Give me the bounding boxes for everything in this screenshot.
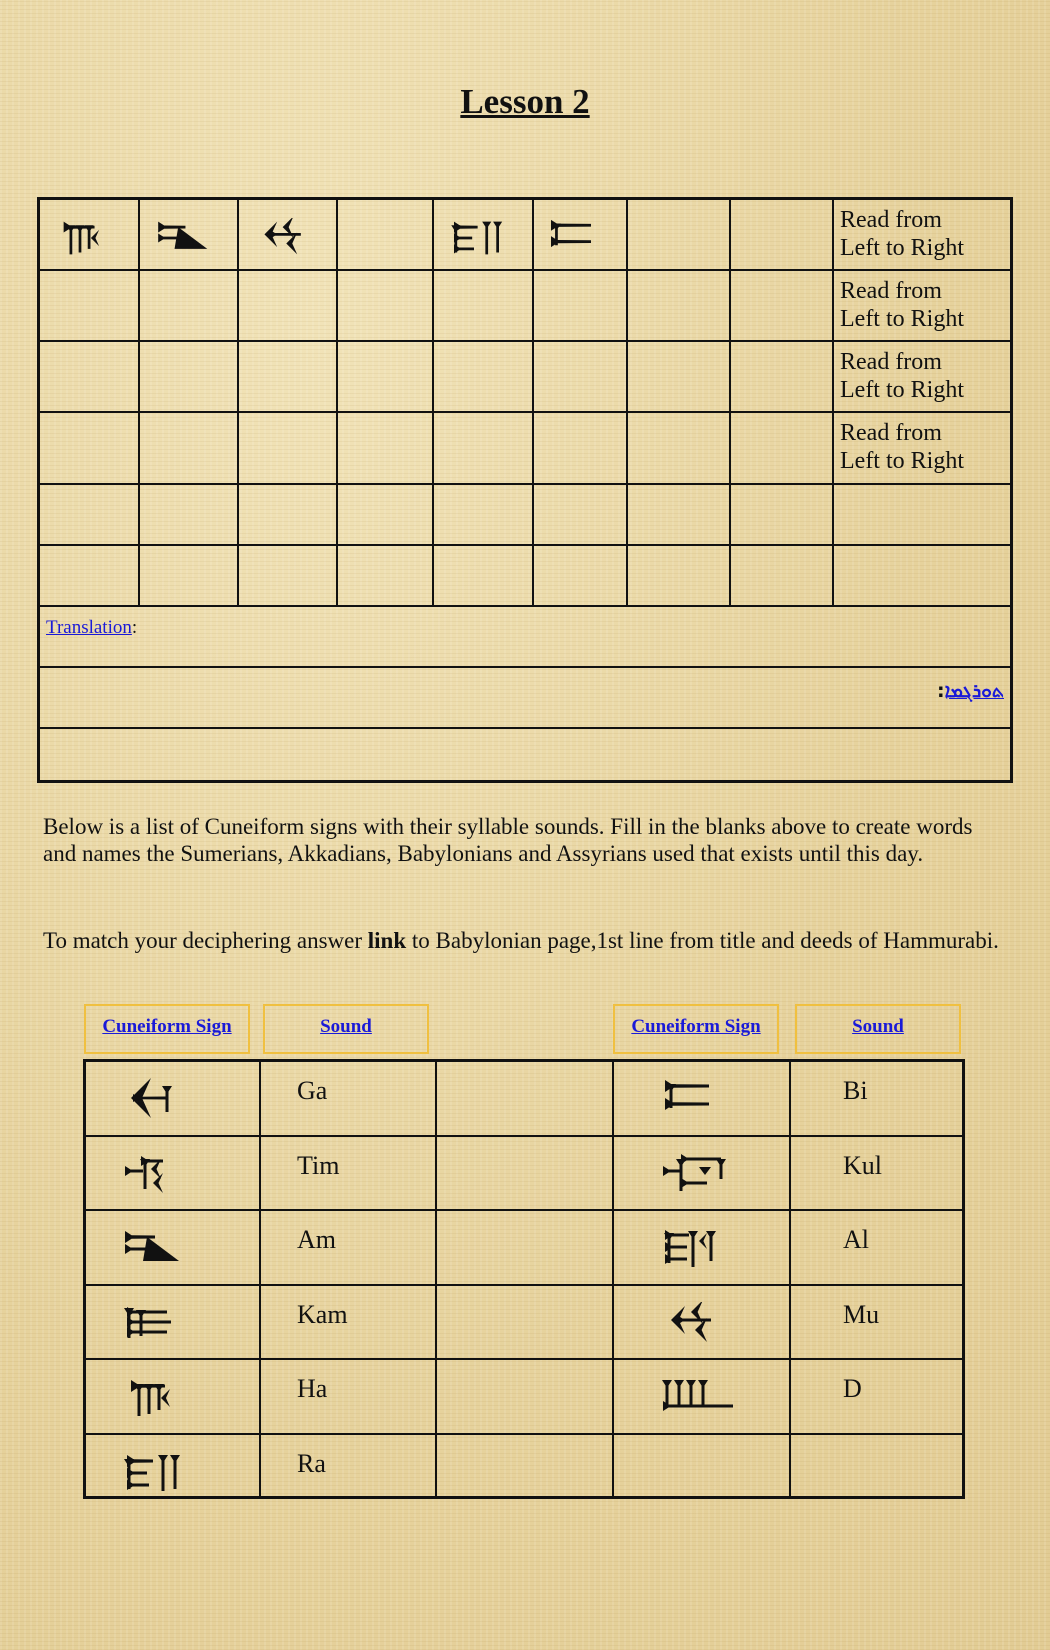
read-direction-cell bbox=[833, 199, 1011, 270]
practice-grid bbox=[37, 197, 1013, 783]
blank-glyph-cell[interactable] bbox=[139, 270, 238, 341]
blank-glyph-cell[interactable] bbox=[730, 545, 833, 606]
cuneiform-sign-cell bbox=[85, 1136, 260, 1211]
am-glyph bbox=[156, 218, 224, 258]
blank-glyph-cell[interactable] bbox=[433, 270, 533, 341]
blank-glyph-cell[interactable] bbox=[139, 341, 238, 412]
sound-cell bbox=[790, 1285, 963, 1360]
bi-glyph bbox=[547, 218, 615, 258]
cuneiform-sign-table bbox=[83, 1059, 965, 1499]
blank-glyph-cell[interactable] bbox=[238, 484, 337, 545]
blank-glyph-cell[interactable] bbox=[533, 341, 627, 412]
sound-cell bbox=[790, 1061, 963, 1136]
blank-glyph-cell[interactable] bbox=[337, 341, 433, 412]
ga-glyph bbox=[122, 1078, 198, 1122]
d-glyph bbox=[660, 1376, 736, 1420]
glyph-cell bbox=[533, 199, 627, 270]
read-direction-line1: Read from bbox=[840, 207, 942, 233]
sound-cell bbox=[260, 1285, 436, 1360]
read-direction-line2: Left to Right bbox=[840, 377, 964, 403]
sound-cell bbox=[790, 1359, 963, 1434]
sound-cell bbox=[790, 1136, 963, 1211]
cuneiform-sign-cell bbox=[85, 1061, 260, 1136]
blank-glyph-cell[interactable] bbox=[139, 545, 238, 606]
sound-value: Ra bbox=[297, 1448, 326, 1478]
blank-glyph-cell[interactable] bbox=[627, 484, 730, 545]
blank-glyph-cell[interactable] bbox=[433, 412, 533, 484]
header-sign-link[interactable]: Cuneiform Sign bbox=[102, 1016, 232, 1037]
blank-glyph-cell[interactable] bbox=[337, 545, 433, 606]
blank-glyph-cell[interactable] bbox=[39, 270, 139, 341]
am-glyph bbox=[122, 1227, 198, 1271]
cuneiform-sign-cell bbox=[613, 1285, 790, 1360]
sound-value: Mu bbox=[843, 1299, 880, 1329]
header-cuneiform-sign-right[interactable] bbox=[613, 1004, 779, 1054]
blank-glyph-cell[interactable] bbox=[533, 412, 627, 484]
ha-glyph bbox=[56, 218, 124, 258]
blank-glyph-cell[interactable] bbox=[433, 545, 533, 606]
header-sound-link[interactable]: Sound bbox=[852, 1016, 904, 1037]
glyph-cell bbox=[39, 199, 139, 270]
sound-cell bbox=[260, 1434, 436, 1498]
sound-value: Bi bbox=[843, 1076, 868, 1105]
blank-glyph-cell[interactable] bbox=[238, 270, 337, 341]
cuneiform-sign-cell bbox=[85, 1285, 260, 1360]
sound-value: Ga bbox=[297, 1076, 328, 1105]
cuneiform-sign-cell bbox=[613, 1359, 790, 1434]
header-sound-link[interactable]: Sound bbox=[320, 1016, 372, 1037]
read-direction-line1: Read from bbox=[840, 420, 942, 446]
cuneiform-sign-cell bbox=[613, 1136, 790, 1211]
blank-glyph-cell[interactable] bbox=[533, 484, 627, 545]
spacer-cell bbox=[436, 1136, 613, 1211]
sound-value: Tim bbox=[297, 1150, 340, 1180]
blank-glyph-cell[interactable] bbox=[337, 484, 433, 545]
sound-value: Al bbox=[843, 1225, 869, 1254]
sound-cell bbox=[790, 1434, 963, 1498]
blank-glyph-cell[interactable] bbox=[730, 270, 833, 341]
read-direction-line1: Read from bbox=[840, 278, 942, 304]
cuneiform-sign-cell bbox=[613, 1061, 790, 1136]
blank-glyph-cell[interactable] bbox=[139, 412, 238, 484]
ra-glyph bbox=[122, 1451, 198, 1495]
ha-glyph bbox=[122, 1376, 198, 1420]
blank-glyph-cell[interactable] bbox=[238, 545, 337, 606]
spacer-cell bbox=[436, 1061, 613, 1136]
cuneiform-sign-cell bbox=[85, 1434, 260, 1498]
blank-glyph-cell[interactable] bbox=[533, 545, 627, 606]
blank-glyph-cell[interactable] bbox=[39, 484, 139, 545]
blank-glyph-cell[interactable] bbox=[627, 412, 730, 484]
sound-value: Kam bbox=[297, 1299, 348, 1329]
blank-glyph-cell[interactable] bbox=[433, 484, 533, 545]
blank-glyph-cell[interactable] bbox=[730, 199, 833, 270]
blank-glyph-cell[interactable] bbox=[39, 412, 139, 484]
sound-value: Am bbox=[297, 1225, 336, 1254]
cuneiform-sign-cell bbox=[613, 1210, 790, 1285]
read-direction-line2: Left to Right bbox=[840, 235, 964, 261]
sound-cell bbox=[260, 1359, 436, 1434]
read-direction-cell bbox=[833, 484, 1011, 545]
header-cuneiform-sign-left[interactable] bbox=[84, 1004, 250, 1054]
kul-glyph bbox=[660, 1153, 736, 1197]
blank-glyph-cell[interactable] bbox=[730, 412, 833, 484]
header-sign-link[interactable]: Cuneiform Sign bbox=[631, 1016, 761, 1037]
cuneiform-sign-cell bbox=[613, 1434, 790, 1498]
instruction-paragraph: Below is a list of Cuneiform signs with their syllable sounds. Fill in the blanks above to create words and names the Sumerians, Akkadians, Babylonians and Assyrians used that exists until this day. bbox=[43, 814, 973, 866]
read-direction-cell bbox=[833, 545, 1011, 606]
spacer-cell bbox=[436, 1359, 613, 1434]
kam-glyph bbox=[122, 1302, 198, 1346]
blank-glyph-cell[interactable] bbox=[337, 412, 433, 484]
page-title: Lesson 2 bbox=[460, 82, 590, 121]
sound-cell bbox=[260, 1136, 436, 1211]
blank-glyph-cell[interactable] bbox=[238, 412, 337, 484]
blank-glyph-cell[interactable] bbox=[533, 270, 627, 341]
translation-link[interactable]: Translation bbox=[46, 617, 132, 638]
sound-value: Kul bbox=[843, 1150, 882, 1180]
blank-glyph-cell[interactable] bbox=[627, 270, 730, 341]
blank-glyph-cell[interactable] bbox=[627, 545, 730, 606]
answer-link[interactable]: link bbox=[367, 928, 407, 953]
glyph-cell bbox=[238, 199, 337, 270]
sound-value: D bbox=[843, 1374, 862, 1403]
glyph-cell bbox=[433, 199, 533, 270]
read-direction-line2: Left to Right bbox=[840, 306, 964, 332]
header-sound-right[interactable] bbox=[795, 1004, 961, 1054]
sound-value: Ha bbox=[297, 1374, 328, 1403]
blank-glyph-cell[interactable] bbox=[730, 484, 833, 545]
instruction-text-end: to Babylonian page,1st line from title and deeds of Hammurabi. bbox=[406, 928, 999, 953]
cuneiform-sign-cell bbox=[85, 1210, 260, 1285]
read-direction-cell bbox=[833, 412, 1011, 484]
bi-glyph bbox=[660, 1078, 736, 1122]
translation-row[interactable] bbox=[39, 606, 1011, 667]
spacer-cell bbox=[436, 1285, 613, 1360]
read-direction-cell bbox=[833, 270, 1011, 341]
spacer-cell bbox=[436, 1210, 613, 1285]
answer-row[interactable] bbox=[39, 728, 1011, 781]
translation-colon: : bbox=[131, 617, 138, 638]
blank-glyph-cell[interactable] bbox=[39, 341, 139, 412]
assyrian-translation-row[interactable] bbox=[39, 667, 1011, 728]
ra-glyph bbox=[450, 218, 518, 258]
matching-instruction bbox=[43, 927, 1003, 954]
sound-cell bbox=[260, 1061, 436, 1136]
blank-glyph-cell[interactable] bbox=[627, 341, 730, 412]
blank-glyph-cell[interactable] bbox=[139, 484, 238, 545]
mu-glyph bbox=[660, 1302, 736, 1346]
blank-glyph-cell[interactable] bbox=[433, 341, 533, 412]
blank-glyph-cell[interactable] bbox=[238, 341, 337, 412]
tim-glyph bbox=[122, 1153, 198, 1197]
assyrian-translation-link[interactable]: ܬܘܪܓܡܐ bbox=[944, 680, 1004, 702]
sound-cell bbox=[260, 1210, 436, 1285]
assyrian-colon: : bbox=[937, 680, 945, 702]
al-glyph bbox=[660, 1227, 736, 1271]
blank-glyph-cell[interactable] bbox=[337, 199, 433, 270]
spacer-cell bbox=[436, 1434, 613, 1498]
sound-cell bbox=[790, 1210, 963, 1285]
instruction-text-start: To match your deciphering answer bbox=[43, 928, 368, 953]
blank-glyph-cell[interactable] bbox=[39, 545, 139, 606]
cuneiform-sign-cell bbox=[85, 1359, 260, 1434]
blank-glyph-cell[interactable] bbox=[730, 341, 833, 412]
read-direction-line1: Read from bbox=[840, 349, 942, 375]
header-sound-left[interactable] bbox=[263, 1004, 429, 1054]
mu-glyph bbox=[255, 218, 323, 258]
blank-glyph-cell[interactable] bbox=[337, 270, 433, 341]
blank-glyph-cell[interactable] bbox=[627, 199, 730, 270]
read-direction-line2: Left to Right bbox=[840, 448, 964, 474]
glyph-cell bbox=[139, 199, 238, 270]
read-direction-cell bbox=[833, 341, 1011, 412]
